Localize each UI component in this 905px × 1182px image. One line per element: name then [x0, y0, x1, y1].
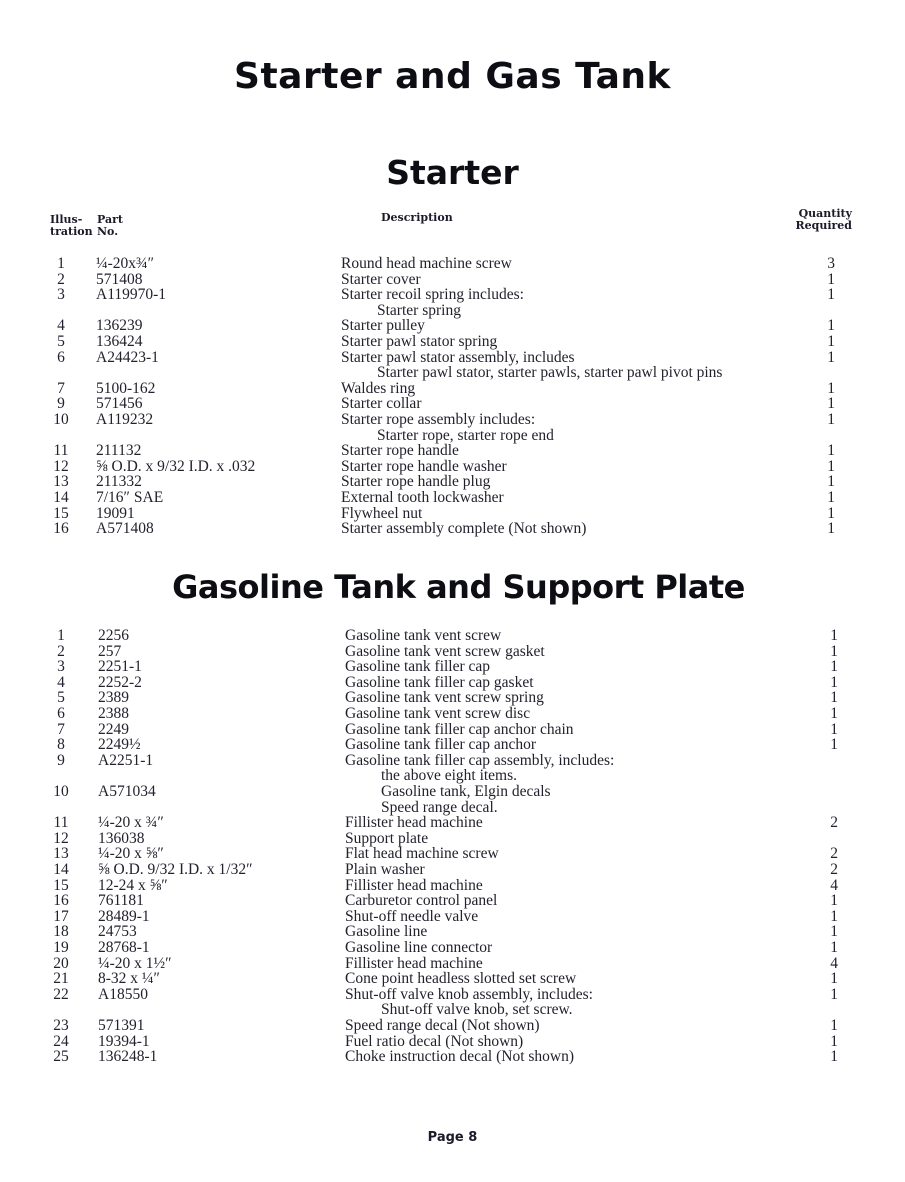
illustration-number: 11: [53, 814, 69, 832]
illustration-number: 11: [53, 442, 69, 460]
illustration-number: 7: [57, 379, 65, 397]
part-number: 19091: [96, 504, 135, 522]
gas-tank-section-heading: Gasoline Tank and Support Plate: [172, 568, 745, 606]
part-description: Starter rope handle: [341, 442, 459, 460]
table-row: [0, 1018, 905, 1034]
quantity-required: 1: [830, 1017, 838, 1034]
quantity-required: 1: [827, 504, 835, 522]
part-number: ¼-20x¾″: [96, 255, 155, 272]
part-description: Starter pawl stator spring: [341, 333, 498, 350]
part-number: A119232: [96, 411, 154, 428]
part-number: ¼-20 x ⅝″: [98, 845, 164, 863]
column-header-part-line2: No.: [97, 225, 119, 238]
part-description: Fillister head machine: [345, 876, 483, 894]
part-number: 136038: [98, 829, 145, 847]
illustration-number: 5: [57, 333, 65, 350]
table-row: [0, 396, 905, 412]
table-row: [0, 521, 905, 537]
illustration-number: 6: [57, 348, 65, 366]
illustration-number: 14: [53, 489, 69, 506]
part-number: 2249: [98, 720, 129, 738]
part-description: Fuel ratio decal (Not shown): [345, 1032, 524, 1050]
illustration-number: 17: [53, 907, 69, 925]
quantity-required: 1: [827, 489, 835, 506]
page-number: Page 8: [427, 1130, 478, 1145]
table-row: [0, 831, 905, 847]
table-row: [0, 459, 905, 475]
illustration-number: 2: [57, 270, 65, 288]
part-number: A571034: [98, 783, 156, 800]
quantity-required: 1: [830, 923, 838, 941]
part-description-subline: Starter spring: [377, 301, 461, 319]
quantity-required: 1: [830, 689, 838, 707]
table-row: [0, 878, 905, 894]
part-description-subline: the above eight items.: [381, 767, 518, 785]
table-row: [0, 381, 905, 397]
part-number: 2249½: [98, 736, 141, 754]
quantity-required: 1: [830, 970, 838, 988]
part-number: ¼-20 x ¾″: [98, 814, 164, 832]
column-header-part-line1: Part: [97, 213, 123, 226]
part-number: A18550: [98, 985, 148, 1003]
illustration-number: 12: [53, 457, 69, 475]
part-description: Gasoline tank filler cap anchor chain: [345, 720, 574, 738]
quantity-required: 3: [827, 255, 835, 272]
table-row: [0, 506, 905, 522]
part-description: External tooth lockwasher: [341, 489, 504, 506]
part-number: A24423-1: [96, 348, 159, 366]
part-number: 12-24 x ⅝″: [98, 876, 168, 894]
quantity-required: 1: [827, 333, 835, 350]
illustration-number: 10: [53, 783, 69, 800]
table-row: [0, 971, 905, 987]
illustration-number: 2: [57, 642, 65, 660]
table-row: [0, 443, 905, 459]
illustration-number: 9: [57, 751, 65, 769]
part-description: Gasoline tank vent screw: [345, 627, 502, 644]
part-description: Flat head machine screw: [345, 845, 499, 863]
part-description: Gasoline line: [345, 923, 428, 941]
table-row: [0, 490, 905, 506]
illustration-number: 14: [53, 861, 69, 878]
illustration-number: 6: [57, 705, 65, 722]
illustration-number: 16: [53, 520, 69, 538]
part-number: ⅝ O.D. x 9/32 I.D. x .032: [96, 457, 256, 475]
part-description: Starter rope assembly includes:: [341, 411, 536, 428]
part-description: Choke instruction decal (Not shown): [345, 1048, 575, 1066]
part-description: Round head machine screw: [341, 255, 512, 272]
quantity-required: 1: [827, 348, 835, 366]
part-description-subline: Starter pawl stator, starter pawls, starter pawl pivot pins: [377, 364, 723, 382]
quantity-required: 1: [830, 658, 838, 676]
quantity-required: 1: [827, 520, 835, 538]
illustration-number: 9: [57, 395, 65, 413]
illustration-number: 16: [53, 892, 69, 910]
table-row: [0, 334, 905, 350]
illustration-number: 4: [57, 673, 65, 691]
illustration-number: 1: [57, 255, 65, 272]
part-number: 28489-1: [98, 907, 150, 925]
illustration-number: 21: [53, 970, 69, 988]
quantity-required: 1: [827, 473, 835, 491]
part-description: Support plate: [345, 829, 429, 847]
part-description-subline: Shut-off valve knob, set screw.: [381, 1001, 573, 1019]
table-row: [0, 956, 905, 972]
table-row: [0, 412, 905, 428]
part-description: Shut-off needle valve: [345, 907, 479, 925]
quantity-required: 2: [830, 845, 838, 863]
part-number: 2388: [98, 705, 129, 722]
table-row: [0, 815, 905, 831]
column-header-illustration-line2: tration: [50, 225, 93, 238]
quantity-required: 1: [830, 627, 838, 644]
illustration-number: 22: [53, 985, 69, 1003]
part-number: 28768-1: [98, 939, 150, 956]
part-number: A571408: [96, 520, 154, 538]
part-description: Starter pawl stator assembly, includes: [341, 348, 575, 366]
illustration-number: 3: [57, 658, 65, 676]
quantity-required: 1: [827, 395, 835, 413]
part-description: Gasoline tank, Elgin decals: [381, 783, 551, 800]
table-row: [0, 1049, 905, 1065]
column-header-illustration: [50, 214, 93, 238]
part-number: 211132: [96, 442, 142, 460]
part-description: Gasoline line connector: [345, 939, 493, 956]
table-row: [0, 474, 905, 490]
part-number: 571456: [96, 395, 143, 413]
part-description: Carburetor control panel: [345, 892, 498, 910]
quantity-required: 1: [827, 317, 835, 335]
quantity-required: 1: [830, 705, 838, 722]
table-row: [0, 940, 905, 956]
quantity-required: 1: [830, 642, 838, 660]
table-row: [0, 690, 905, 706]
quantity-required: 1: [827, 457, 835, 475]
starter-section-heading: Starter: [386, 153, 519, 192]
part-description: Starter cover: [341, 270, 421, 288]
part-number: 761181: [98, 892, 144, 910]
illustration-number: 5: [57, 689, 65, 707]
quantity-required: 1: [827, 286, 835, 304]
part-number: ¼-20 x 1½″: [98, 954, 172, 972]
part-description: Plain washer: [345, 861, 425, 878]
illustration-number: 3: [57, 286, 65, 304]
part-description: Gasoline tank filler cap: [345, 658, 491, 676]
part-description: Starter assembly complete (Not shown): [341, 520, 587, 538]
quantity-required: 1: [827, 379, 835, 397]
illustration-number: 24: [53, 1032, 69, 1050]
part-description: Starter recoil spring includes:: [341, 286, 524, 304]
part-description: Fillister head machine: [345, 954, 483, 972]
table-row: [0, 706, 905, 722]
part-number: ⅝ O.D. 9/32 I.D. x 1/32″: [98, 861, 253, 878]
quantity-required: 1: [827, 411, 835, 428]
column-header-quantity-line1: Quantity: [798, 207, 852, 220]
table-row: [0, 862, 905, 878]
quantity-required: 1: [827, 270, 835, 288]
part-description-subline: Speed range decal.: [381, 798, 498, 816]
page-title: Starter and Gas Tank: [234, 56, 671, 97]
illustration-number: 15: [53, 504, 69, 522]
illustration-number: 4: [57, 317, 65, 335]
table-row: [0, 924, 905, 940]
illustration-number: 13: [53, 845, 69, 863]
illustration-number: 23: [53, 1017, 69, 1034]
quantity-required: 2: [830, 814, 838, 832]
table-row: [0, 318, 905, 334]
quantity-required: 1: [830, 736, 838, 754]
part-description: Cone point headless slotted set screw: [345, 970, 577, 988]
table-row: [0, 784, 905, 800]
part-description: Flywheel nut: [341, 504, 423, 522]
part-number: A2251-1: [98, 751, 154, 769]
column-header-illustration-line1: Illus-: [50, 213, 83, 226]
quantity-required: 1: [830, 673, 838, 691]
part-description-subline: Starter rope, starter rope end: [377, 426, 554, 444]
part-number: 19394-1: [98, 1032, 150, 1050]
part-number: 5100-162: [96, 379, 156, 397]
part-number: 136239: [96, 317, 143, 335]
table-row: [0, 846, 905, 862]
illustration-number: 25: [53, 1048, 69, 1066]
table-row: [0, 893, 905, 909]
table-row: [0, 628, 905, 644]
quantity-required: 4: [830, 954, 838, 972]
quantity-required: 1: [830, 907, 838, 925]
illustration-number: 1: [57, 627, 65, 644]
illustration-number: 15: [53, 876, 69, 894]
part-number: 571408: [96, 270, 143, 288]
table-row: [0, 753, 905, 769]
part-number: 2256: [98, 627, 129, 644]
part-number: 571391: [98, 1017, 145, 1034]
part-description: Gasoline tank vent screw spring: [345, 689, 544, 707]
part-description: Speed range decal (Not shown): [345, 1017, 540, 1034]
part-description: Gasoline tank filler cap gasket: [345, 673, 534, 691]
column-header-quantity-line2: Required: [795, 219, 852, 232]
column-header-description: Description: [381, 211, 453, 224]
table-row: [0, 350, 905, 366]
table-row: [0, 909, 905, 925]
part-description: Gasoline tank filler cap anchor: [345, 736, 537, 754]
table-row: [0, 659, 905, 675]
part-description: Starter rope handle plug: [341, 473, 491, 491]
illustration-number: 7: [57, 720, 65, 738]
part-description: Starter pulley: [341, 317, 425, 335]
table-row: [0, 256, 905, 272]
quantity-required: 1: [830, 720, 838, 738]
part-description: Waldes ring: [341, 379, 416, 397]
quantity-required: 1: [827, 442, 835, 460]
part-description: Starter rope handle washer: [341, 457, 507, 475]
table-row: [0, 675, 905, 691]
illustration-number: 12: [53, 829, 69, 847]
column-header-part-no: [97, 214, 123, 238]
part-description: Gasoline tank vent screw gasket: [345, 642, 545, 660]
part-description: Gasoline tank vent screw disc: [345, 705, 531, 722]
column-header-quantity: [790, 208, 852, 232]
quantity-required: 1: [830, 939, 838, 956]
quantity-required: 4: [830, 876, 838, 894]
table-row: [0, 287, 905, 303]
part-number: 211332: [96, 473, 142, 491]
table-row: [0, 987, 905, 1003]
quantity-required: 1: [830, 1048, 838, 1066]
table-row: [0, 272, 905, 288]
table-row: [0, 1034, 905, 1050]
part-number: A119970-1: [96, 286, 167, 304]
part-description: Starter collar: [341, 395, 422, 413]
part-description: Fillister head machine: [345, 814, 483, 832]
quantity-required: 1: [830, 985, 838, 1003]
part-number: 2251-1: [98, 658, 142, 676]
part-number: 136424: [96, 333, 143, 350]
quantity-required: 1: [830, 1032, 838, 1050]
illustration-number: 10: [53, 411, 69, 428]
table-row: [0, 644, 905, 660]
quantity-required: 1: [830, 892, 838, 910]
part-number: 7/16″ SAE: [96, 489, 164, 506]
part-number: 257: [98, 642, 122, 660]
quantity-required: 2: [830, 861, 838, 878]
table-row: [0, 722, 905, 738]
part-number: 2252-2: [98, 673, 142, 691]
part-description: Gasoline tank filler cap assembly, includes:: [345, 751, 615, 769]
illustration-number: 8: [57, 736, 65, 754]
part-number: 8-32 x ¼″: [98, 970, 160, 988]
illustration-number: 18: [53, 923, 69, 941]
table-row: [0, 737, 905, 753]
illustration-number: 20: [53, 954, 69, 972]
illustration-number: 19: [53, 939, 69, 956]
illustration-number: 13: [53, 473, 69, 491]
part-description: Shut-off valve knob assembly, includes:: [345, 985, 593, 1003]
part-number: 136248-1: [98, 1048, 158, 1066]
part-number: 24753: [98, 923, 137, 941]
part-number: 2389: [98, 689, 129, 707]
